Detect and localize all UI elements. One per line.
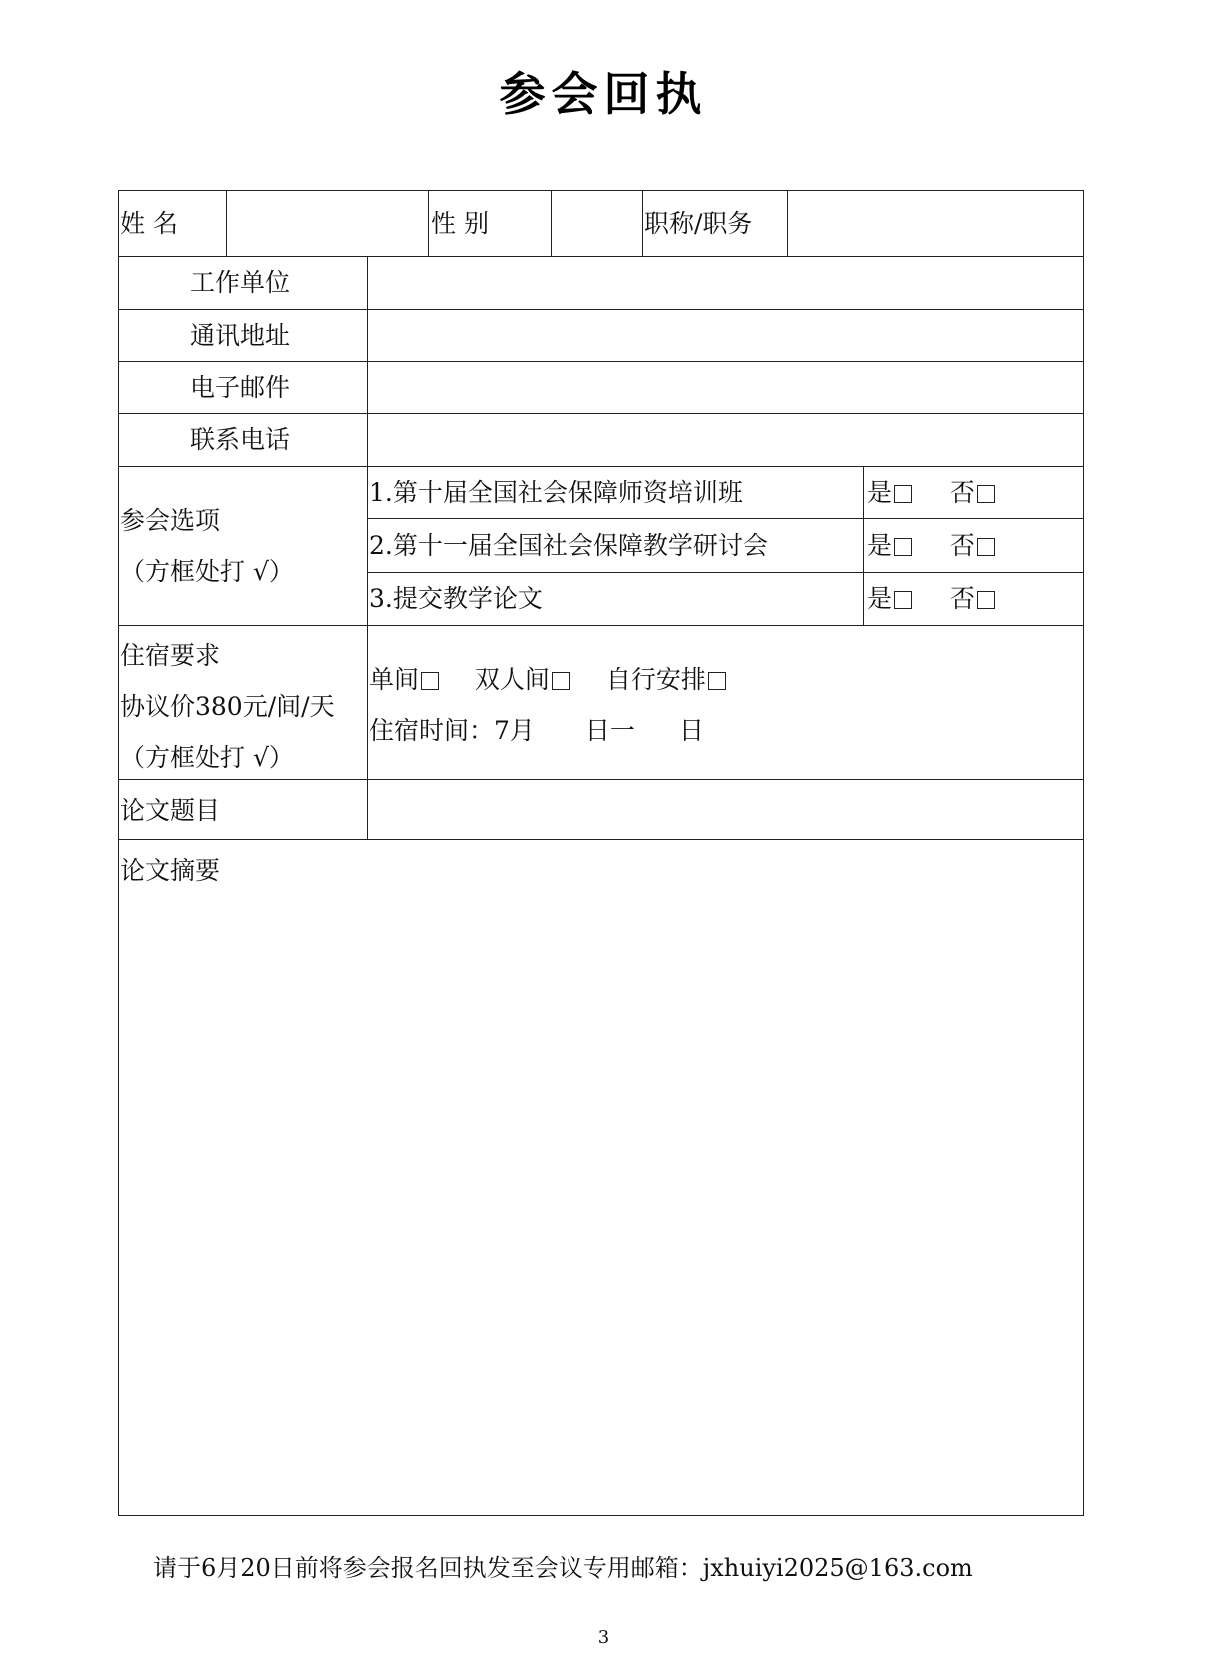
lodging-price: 协议价380元/间/天 — [120, 692, 335, 721]
page-title: 参会回执 — [499, 67, 708, 121]
phone-field[interactable] — [369, 415, 1082, 465]
email-field[interactable] — [369, 363, 1082, 412]
checkbox-single-room[interactable] — [421, 672, 439, 690]
col-divider — [863, 466, 864, 626]
email-label: 电子邮件 — [190, 373, 291, 402]
row-divider — [118, 625, 1084, 626]
option-item-2: 2.第十一届全国社会保障教学研讨会 — [369, 531, 768, 560]
row-divider — [367, 572, 1084, 573]
work-unit-label: 工作单位 — [190, 268, 291, 297]
row-divider — [118, 466, 1084, 467]
address-label: 通讯地址 — [190, 321, 291, 350]
lodging-hint: （方框处打 √） — [120, 743, 294, 772]
lodging-time — [369, 716, 704, 746]
lodging-day-separator: 日一 — [584, 716, 635, 745]
yes-label: 是 — [867, 584, 893, 613]
lodging-room-options — [369, 665, 726, 695]
options-hint: （方框处打 √） — [120, 557, 294, 586]
no-label: 否 — [949, 584, 975, 613]
work-unit-field[interactable] — [369, 258, 1082, 308]
row-divider — [118, 839, 1084, 840]
lodging-time-label: 住宿时间：7月 — [369, 716, 535, 745]
job-title-field[interactable] — [789, 192, 1082, 255]
gender-label: 性 别 — [431, 209, 489, 238]
option-2-choices — [867, 531, 995, 561]
options-label: 参会选项 — [120, 506, 221, 535]
abstract-label: 论文摘要 — [120, 856, 221, 885]
checkbox-no[interactable] — [977, 591, 995, 609]
table-border-bottom — [118, 1515, 1084, 1516]
lodging-label: 住宿要求 — [120, 641, 221, 670]
lodging-day-end: 日 — [678, 716, 704, 745]
checkbox-yes[interactable] — [894, 538, 912, 556]
single-room-label: 单间 — [369, 665, 420, 694]
name-field[interactable] — [228, 192, 427, 255]
checkbox-yes[interactable] — [894, 485, 912, 503]
table-border-right — [1083, 190, 1084, 1516]
paper-title-field[interactable] — [369, 781, 1082, 838]
job-title-label: 职称/职务 — [644, 209, 753, 238]
footer-instructions: 请于6月20日前将参会报名回执发至会议专用邮箱：jxhuiyi2025@163.com — [153, 1554, 973, 1582]
row-divider — [367, 518, 1084, 519]
paper-title-label: 论文题目 — [120, 796, 221, 825]
option-1-choices — [867, 478, 995, 508]
checkbox-no[interactable] — [977, 485, 995, 503]
gender-field[interactable] — [553, 192, 641, 255]
no-label: 否 — [949, 531, 975, 560]
checkbox-double-room[interactable] — [552, 672, 570, 690]
option-3-choices — [867, 584, 995, 614]
page-number: 3 — [597, 1627, 610, 1648]
self-arranged-label: 自行安排 — [605, 665, 706, 694]
option-item-1: 1.第十届全国社会保障师资培训班 — [369, 478, 743, 507]
address-field[interactable] — [369, 311, 1082, 360]
double-room-label: 双人间 — [474, 665, 550, 694]
yes-label: 是 — [867, 531, 893, 560]
checkbox-self-arranged[interactable] — [708, 672, 726, 690]
checkbox-yes[interactable] — [894, 591, 912, 609]
col-divider — [428, 190, 429, 257]
phone-label: 联系电话 — [190, 425, 291, 454]
abstract-field[interactable] — [120, 890, 1082, 1514]
checkbox-no[interactable] — [977, 538, 995, 556]
no-label: 否 — [949, 478, 975, 507]
option-item-3: 3.提交教学论文 — [369, 584, 543, 613]
yes-label: 是 — [867, 478, 893, 507]
name-label: 姓 名 — [120, 209, 178, 238]
